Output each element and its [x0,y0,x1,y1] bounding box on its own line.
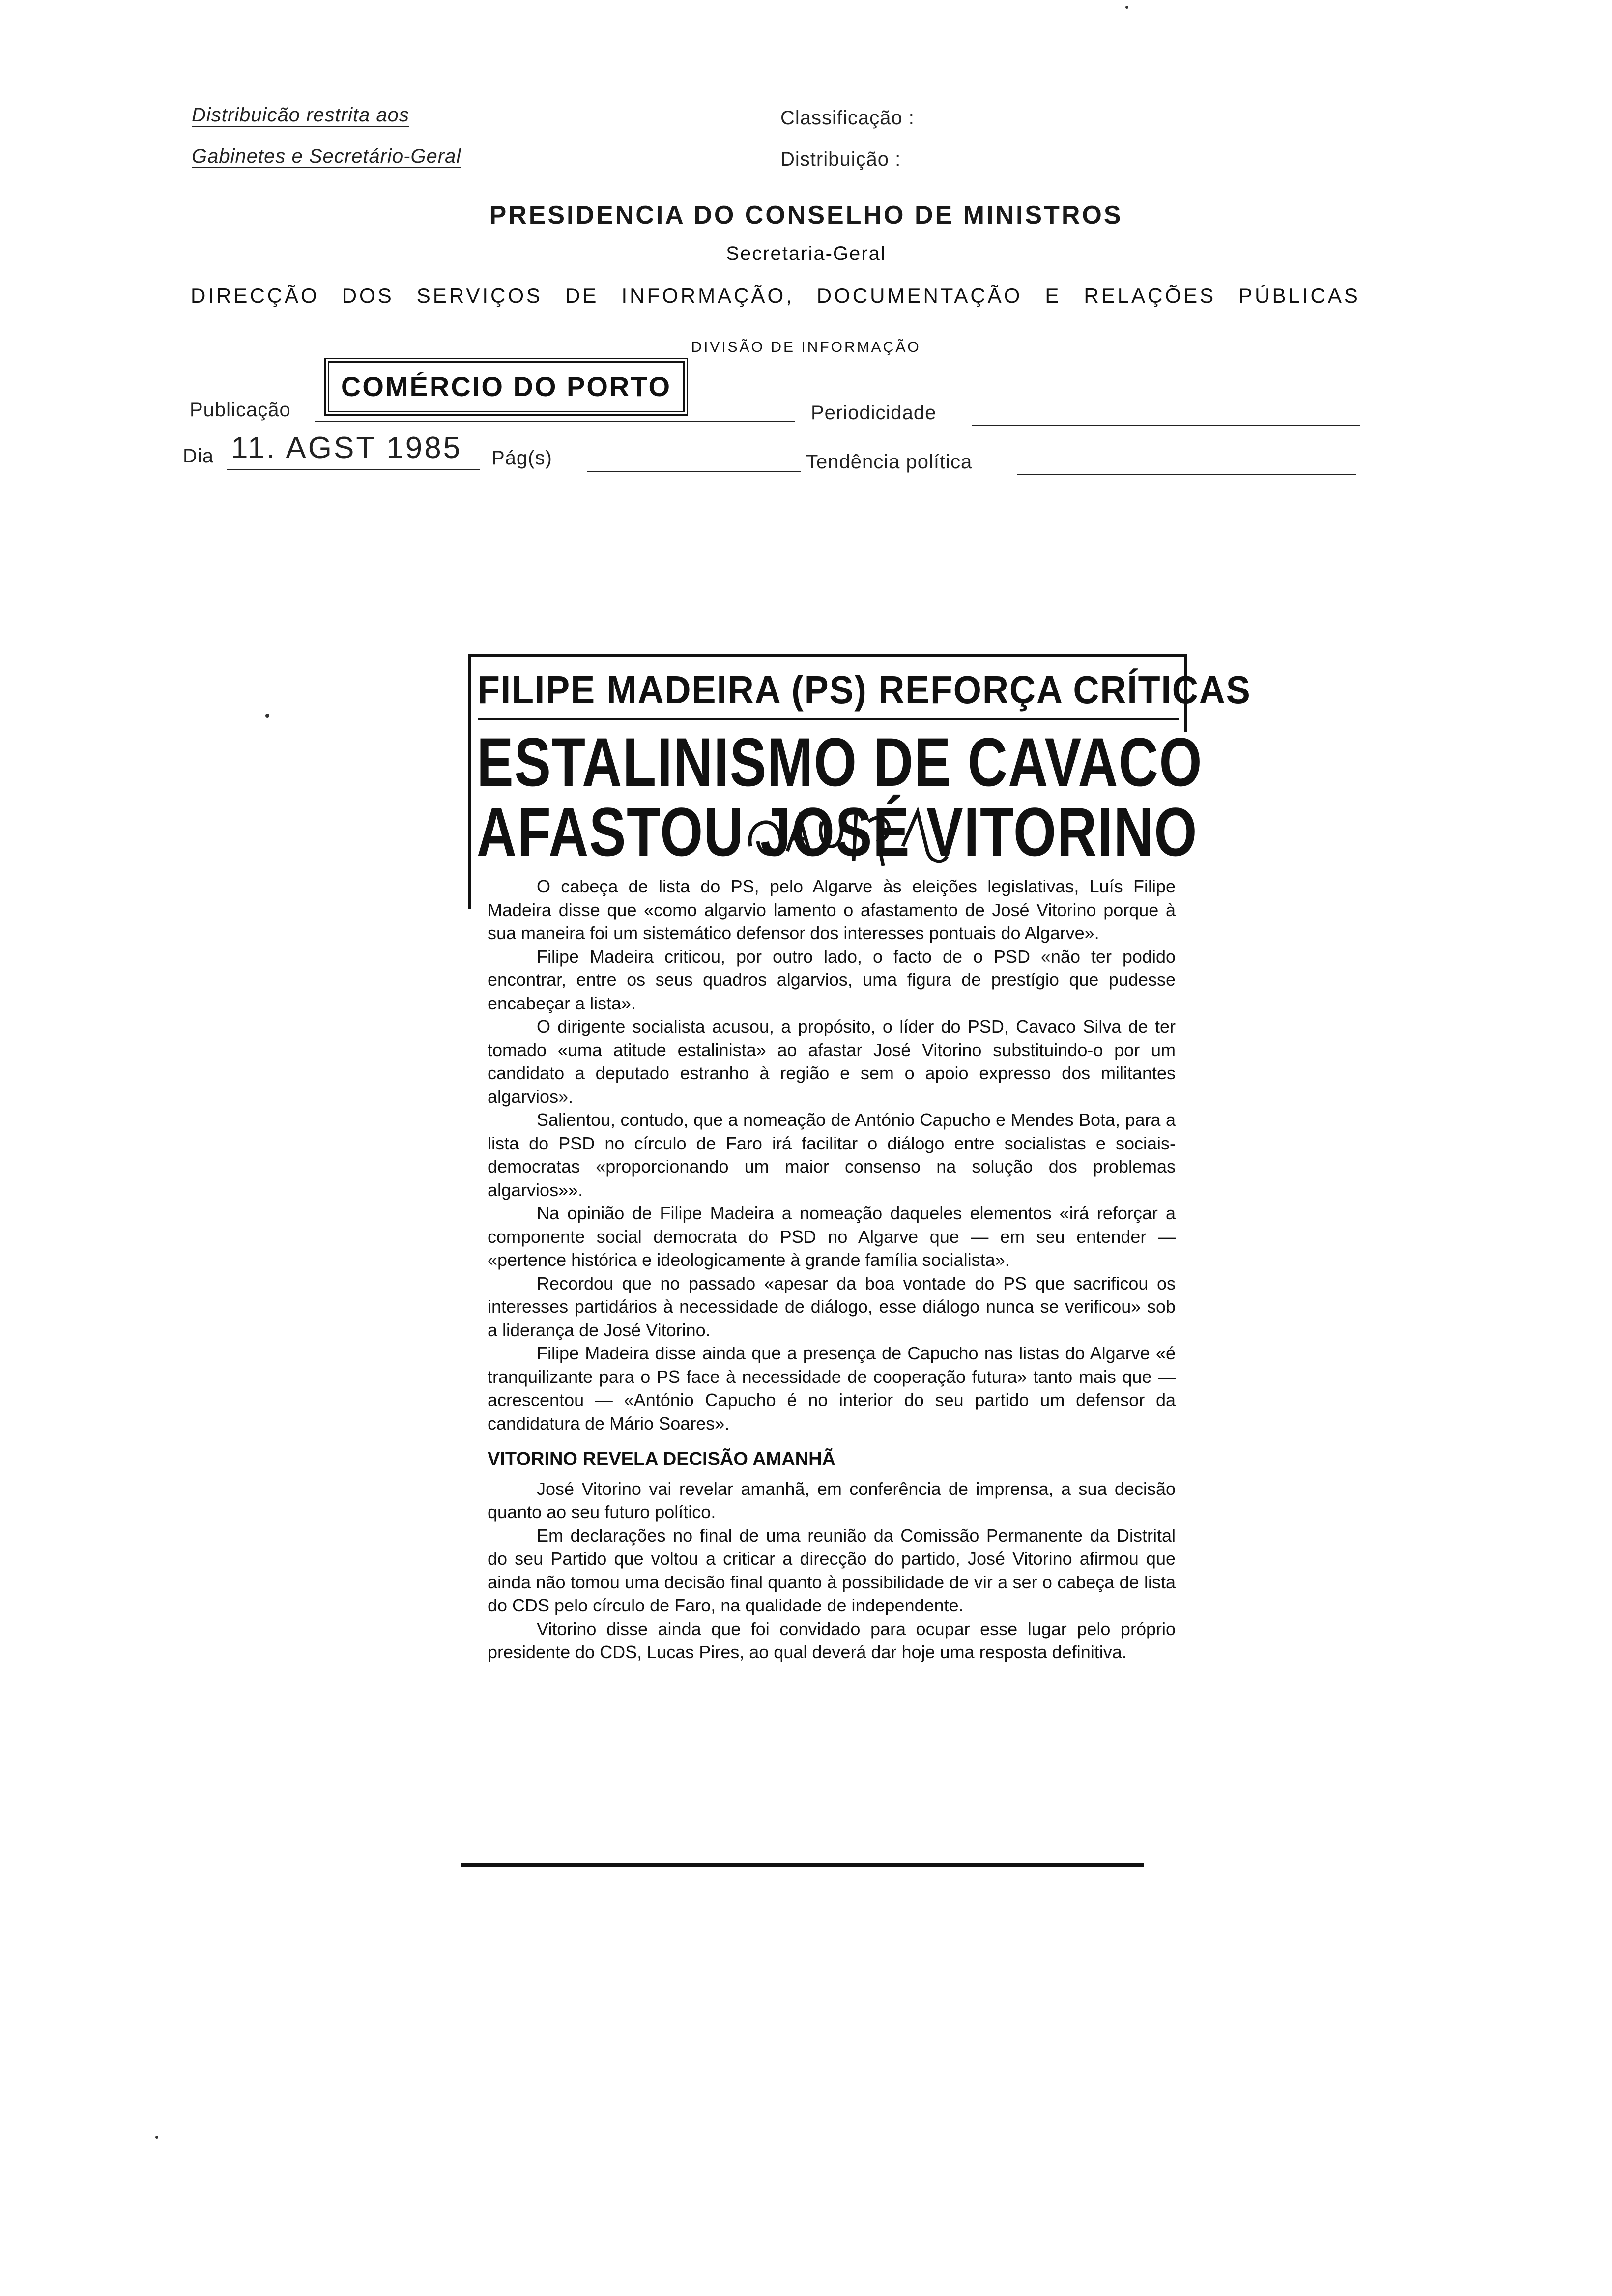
pags-label: Pág(s) [491,447,552,469]
article-body [488,875,1176,1664]
direccao-word: PÚBLICAS [1238,284,1360,307]
article-paragraph: José Vitorino vai revelar amanhã, em conferência de imprensa, a sua decisão quanto ao seu futuro político. [488,1478,1176,1522]
clipping-frame-top [468,654,1187,657]
classificacao-label: Classificação : [780,107,915,129]
handwritten-annotation [741,792,952,876]
headline-line-1: ESTALINISMO DE CAVACO [477,723,1203,801]
dia-value: 11. AGST 1985 [231,431,462,465]
kicker-rule [478,718,1179,720]
direccao-word: E [1045,284,1062,307]
periodicidade-label: Periodicidade [811,402,937,424]
article-paragraph: Filipe Madeira criticou, por outro lado, o facto de o PSD «não ter podido encontrar, entre os seus quadros algarvios, uma figura de prestígio que pudesse encabeçar a lista». [488,946,1176,1013]
publicacao-underline [315,421,795,422]
direccao-word: DE [565,284,599,307]
tendencia-label: Tendência política [806,451,973,473]
article-paragraph: Filipe Madeira disse ainda que a presença de Capucho nas listas do Algarve «é tranquilizante para o PS face à necessidade de cooperação futura» tanto mais que — acrescentou — «António Capucho é no interior do seu partido um defensor da candidatura de Mário Soares». [488,1343,1176,1434]
pags-underline [587,471,801,472]
scan-speck [155,2136,158,2139]
article-kicker: FILIPE MADEIRA (PS) REFORÇA CRÍTICAS [478,668,1251,712]
direccao-word: DOCUMENTAÇÃO [816,284,1023,307]
dia-underline [227,469,480,470]
article-paragraph: Em declarações no final de uma reunião da Comissão Permanente da Distrital do seu Partido que voltou a criticar a direcção do partido, José Vitorino afirmou que ainda não tomou uma decisão final quanto à possibilidade de vir a ser o cabeça de lista do CDS pelo círculo de Faro, na qualidade de independente. [488,1525,1176,1615]
distribution-line-2: Gabinetes e Secretário-Geral [192,145,461,167]
direccao-word: DIRECÇÃO [191,284,319,307]
publicacao-label: Publicação [190,399,291,421]
direccao-word: DOS [342,284,394,307]
secretaria-geral: Secretaria-Geral [726,243,886,264]
newspaper-clipping [468,654,1251,1883]
clipping-frame-left [468,654,471,909]
periodicidade-underline [972,425,1360,426]
direccao-word: SERVIÇOS [416,284,543,307]
dia-label: Dia [183,445,214,467]
distribuicao-label: Distribuição : [780,148,901,170]
clipping-bottom-rule [461,1863,1144,1867]
direccao-word: RELAÇÕES [1084,284,1216,307]
article-subhead: VITORINO REVELA DECISÃO AMANHÃ [488,1449,835,1469]
scan-speck [265,714,269,718]
article-paragraph: Salientou, contudo, que a nomeação de António Capucho e Mendes Bota, para a lista do PSD no círculo de Faro irá facilitar o diálogo entre socialistas e sociais-democratas «proporcionando um maior consenso na solução dos problemas algarvios»». [488,1110,1176,1200]
scan-speck [1125,6,1128,9]
divisao-label: DIVISÃO DE INFORMAÇÃO [691,339,921,355]
article-paragraph: O cabeça de lista do PS, pelo Algarve às eleições legislativas, Luís Filipe Madeira disse que «como algarvio lamento o afastamento de José Vitorino porque à sua maneira foi um sistemático defensor dos interesses pontuais do Algarve». [488,876,1176,943]
article-paragraph: Recordou que no passado «apesar da boa vontade do PS que sacrificou os interesses partidários à necessidade de diálogo, esse diálogo nunca se verificou» sob a liderança de José Vitorino. [488,1273,1176,1340]
headline-line-2: AFASTOU JOSÉ VITORINO [477,793,1198,870]
direccao-word: INFORMAÇÃO, [621,284,794,307]
publication-stamp: COMÉRCIO DO PORTO [324,358,688,416]
article-paragraph: Na opinião de Filipe Madeira a nomeação daqueles elementos «irá reforçar a componente social democrata do PSD no Algarve que — em seu entender — «pertence histórica e ideologicamente à grande família socialista». [488,1203,1176,1270]
article-paragraph: O dirigente socialista acusou, a propósito, o líder do PSD, Cavaco Silva de ter tomado «uma atitude estalinista» ao afastar José Vitorino substituindo-o por um candidato a deputado estranho à região e sem o apoio expresso dos militantes algarvios». [488,1016,1176,1107]
distribution-line-1: Distribuicão restrita aos [192,104,409,126]
tendencia-underline [1017,474,1356,475]
presidencia-title: PRESIDENCIA DO CONSELHO DE MINISTROS [489,201,1123,230]
direccao-line [191,284,1360,308]
article-paragraph: Vitorino disse ainda que foi convidado para ocupar esse lugar pelo próprio presidente do CDS, Lucas Pires, ao qual deverá dar hoje uma resposta definitiva. [488,1618,1176,1662]
